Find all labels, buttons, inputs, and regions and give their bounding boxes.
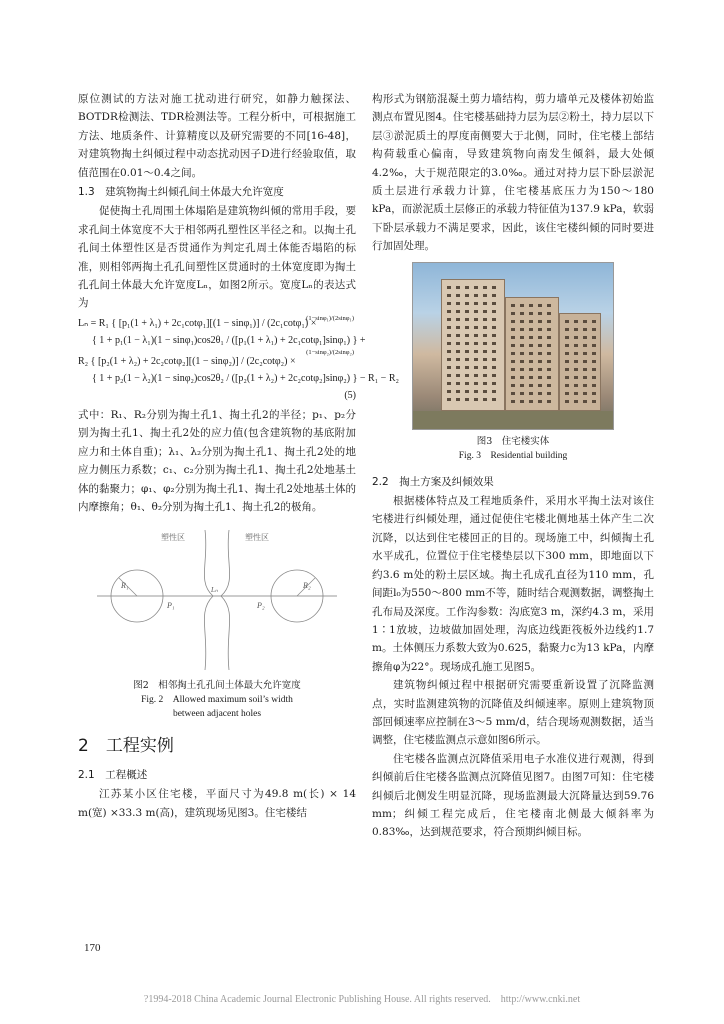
building-window — [511, 344, 515, 347]
building-window — [456, 326, 460, 329]
fig2-plastic-boundary-right — [221, 530, 230, 670]
building-window — [520, 320, 524, 323]
building-window — [547, 320, 551, 323]
building-window — [474, 398, 478, 401]
building-window — [538, 400, 542, 403]
building-window — [447, 366, 451, 369]
building-window — [565, 392, 569, 395]
figure-2-caption-en-1: Fig. 2 Allowed maximum soil’s width — [141, 695, 293, 706]
right-paragraph-1: 构形式为钢筋混凝土剪力墙结构，剪力墙单元及楼体初始监测点布置见图4。住宅楼基础持力层为层②粉土，持力层以下层③淤泥质土的厚度南侧要大于北侧，同时，住宅楼上部结构荷载重心偏南，导致建筑物向南发生倾斜，最大处倾4.2‰，大于规范限定的3.0‰。通过对持力层下卧层淤泥质土层进行承载力计算，住宅楼基底压力为150～180 kPa，而淤泥质土层修正的承载力特征值为137.9 kPa，软弱下卧层承载力不满足要求，因此，该住宅楼纠倾的同时要进行加固处理。 — [372, 93, 654, 253]
building-window — [547, 336, 551, 339]
building-window — [583, 400, 587, 403]
building-window — [538, 344, 542, 347]
building-window — [529, 344, 533, 347]
building-window — [529, 312, 533, 315]
building-window — [447, 294, 451, 297]
building-window — [492, 350, 496, 353]
section-heading-2: 2 工程实例 — [78, 736, 174, 757]
equation-line-2: { 1 + p₁(1 − λ₁)(1 − sinφ₁)cos2θ₁ / ([p₁(1 + λ₁) + 2c₁cotφ₁]sinφ₁) } + — [92, 334, 366, 346]
building-window — [547, 344, 551, 347]
building-window — [511, 368, 515, 371]
building-window — [483, 294, 487, 297]
building-window — [565, 384, 569, 387]
building-window — [520, 312, 524, 315]
building-window — [520, 392, 524, 395]
section-heading-2-2: 2.2 掏土方案及纠倾效果 — [372, 475, 494, 488]
building-window — [547, 392, 551, 395]
fig2-label-ln: Lₙ — [211, 586, 218, 595]
building-window — [511, 312, 515, 315]
building-window — [447, 334, 451, 337]
building-window — [520, 344, 524, 347]
building-window — [474, 342, 478, 345]
building-window — [511, 336, 515, 339]
building-window — [474, 334, 478, 337]
building-window — [583, 320, 587, 323]
left-paragraph-4: 江苏某小区住宅楼，平面尺寸为49.8 m(长) × 14 m(宽) ×33.3 m(高)，建筑现场见图3。住宅楼结 — [78, 788, 356, 819]
building-window — [520, 336, 524, 339]
building-window — [474, 358, 478, 361]
building-window — [447, 318, 451, 321]
building-window — [492, 390, 496, 393]
building-window — [592, 384, 596, 387]
building-window — [574, 336, 578, 339]
building-window — [574, 328, 578, 331]
building-window — [447, 342, 451, 345]
building-window — [520, 328, 524, 331]
building-window — [592, 320, 596, 323]
building-window — [520, 304, 524, 307]
building-window — [583, 328, 587, 331]
building-window — [492, 374, 496, 377]
building-window — [456, 366, 460, 369]
building-right-block — [559, 313, 601, 411]
equation-line-3: R₂ { [p₂(1 + λ₂) + 2c₂cotφ₂][(1 − sinφ₂)] / (2c₂cotφ₂) × — [78, 355, 296, 367]
building-window — [583, 352, 587, 355]
building-window — [474, 366, 478, 369]
left-paragraph-3: 式中：R₁、R₂分别为掏土孔1、掏土孔2的半径；p₁、p₂分别为掏土孔1、掏土孔2处的应力值(包含建筑物的基底附加应力和土体自重)；λ₁、λ₂分别为掏土孔1、掏土孔2处的地应力侧压力系数；c₁、c₂分别为掏土孔1、掏土孔2处地基土体的黏聚力；φ₁、φ₂分别为掏土孔1、掏土孔2处地基土体的内摩擦角；θ₁、θ₂分别为掏土孔1、掏土孔2的极角。 — [78, 408, 356, 513]
building-window — [583, 336, 587, 339]
building-window — [474, 326, 478, 329]
right-paragraph-4: 住宅楼各监测点沉降值采用电子水准仪进行观测，得到纠倾前后住宅楼各监测点沉降值见图7。由图7可知：住宅楼纠倾后北侧发生明显沉降，现场监测最大沉降量达到59.76 mm；纠倾工程完成后，住宅楼南北侧最大倾斜率为0.83‰，达到规范要求，符合预期纠倾目标。 — [372, 752, 654, 839]
left-paragraph-2: 促使掏土孔周围土体塌陷是建筑物纠倾的常用手段，要求孔间土体宽度不大于相邻两孔塑性区半径之和。以掏土孔孔间土体塑性区是否贯通作为判定孔周土体能否塌陷的标准，则相邻两掏土孔孔间塑性区贯通时的土体宽度即为掏土孔孔间土体最大允许宽度Lₙ，如图2所示。宽度Lₙ的表达式为 — [78, 205, 356, 310]
building-window — [492, 326, 496, 329]
figure-2-caption-cn: 图2 相邻掏土孔孔间土体最大允许宽度 — [133, 680, 301, 692]
building-window — [447, 358, 451, 361]
ground — [413, 411, 613, 429]
building-window — [456, 342, 460, 345]
building-window — [492, 286, 496, 289]
left-paragraph-1: 原位测试的方法对施工扰动进行研究，如静力触探法、BOTDR检测法、TDR检测法等。工程分析中，可根据施工方法、地质条件、计算精度以及研究需要的不同[16-48]，对建筑物掏土纠倾过程中动态扰动因子D进行经验取值，取值范围在0.01～0.4之间。 — [78, 93, 356, 179]
building-window — [465, 334, 469, 337]
building-window — [483, 398, 487, 401]
building-window — [592, 336, 596, 339]
building-window — [465, 382, 469, 385]
building-window — [547, 376, 551, 379]
building-window — [456, 318, 460, 321]
building-window — [474, 310, 478, 313]
building-window — [583, 360, 587, 363]
building-window — [529, 392, 533, 395]
building-window — [483, 310, 487, 313]
building-window — [592, 352, 596, 355]
building-window — [465, 318, 469, 321]
building-window — [547, 312, 551, 315]
building-window — [456, 398, 460, 401]
building-window — [520, 376, 524, 379]
building-window — [529, 304, 533, 307]
figure-3-caption-en: Fig. 3 Residential building — [458, 450, 568, 461]
building-window — [447, 286, 451, 289]
figure-2-caption-en-2: between adjacent holes — [172, 709, 262, 720]
building-window — [547, 352, 551, 355]
building-window — [547, 400, 551, 403]
building-window — [474, 382, 478, 385]
building-window — [447, 398, 451, 401]
building-window — [538, 360, 542, 363]
building-window — [511, 328, 515, 331]
building-window — [465, 366, 469, 369]
building-window — [538, 384, 542, 387]
right-paragraph-3: 建筑物纠倾过程中根据研究需要重新设置了沉降监测点，实时监测建筑物的沉降值及纠倾速率。原则上建筑物顶部回倾速率应控制在3～5 mm/d，结合现场观测数据，适当调整，住宅楼监测点示意如图6所示。 — [372, 679, 654, 747]
building-window — [592, 400, 596, 403]
building-window — [447, 350, 451, 353]
building-window — [511, 320, 515, 323]
equation-number: (5) — [344, 389, 356, 401]
building-window — [483, 390, 487, 393]
building-window — [592, 360, 596, 363]
building-window — [538, 328, 542, 331]
equation-line-4: { 1 + p₂(1 − λ₂)(1 − sinφ₂)cos2θ₂ / ([p₂(1 + λ₂) + 2c₂cotφ₂]sinφ₂) } − R₁ − R₂ — [92, 372, 399, 384]
building-window — [583, 376, 587, 379]
building-window — [447, 310, 451, 313]
building-window — [465, 358, 469, 361]
equation-exponent-2: (1−sinφ₂)/(2sinφ₂) — [306, 348, 354, 356]
building-window — [492, 334, 496, 337]
building-window — [492, 318, 496, 321]
fig2-plastic-boundary-left — [204, 530, 213, 670]
building-window — [465, 326, 469, 329]
building-window — [492, 358, 496, 361]
building-window — [583, 384, 587, 387]
building-window — [447, 390, 451, 393]
fig2-label-r2: R₂ — [303, 581, 311, 591]
building-window — [483, 382, 487, 385]
building-window — [574, 400, 578, 403]
building-window — [574, 376, 578, 379]
building-window — [565, 368, 569, 371]
page-number: 170 — [84, 942, 101, 954]
building-window — [474, 350, 478, 353]
building-window — [574, 384, 578, 387]
building-window — [583, 392, 587, 395]
section-heading-2-1: 2.1 工程概述 — [78, 768, 148, 781]
building-window — [474, 286, 478, 289]
building-window — [574, 392, 578, 395]
building-window — [565, 328, 569, 331]
building-window — [456, 310, 460, 313]
building-window — [456, 294, 460, 297]
building-window — [529, 384, 533, 387]
building-window — [538, 312, 542, 315]
building-window — [483, 342, 487, 345]
building-window — [456, 350, 460, 353]
building-window — [520, 384, 524, 387]
building-window — [574, 344, 578, 347]
section-heading-1-3: 1.3 建筑物掏土纠倾孔间土体最大允许宽度 — [78, 186, 284, 199]
equation-exponent-1: (1−sinφ₁)/(2sinφ₁) — [306, 314, 354, 322]
building-window — [474, 302, 478, 305]
building-window — [447, 382, 451, 385]
building-window — [492, 310, 496, 313]
building-window — [474, 318, 478, 321]
right-column — [372, 90, 654, 842]
building-window — [511, 360, 515, 363]
right-paragraph-2: 根据楼体特点及工程地质条件，采用水平掏土法对该住宅楼进行纠倾处理，通过促使住宅楼北侧地基土体产生二次沉降，以达到住宅楼回正的目的。现场施工中，纠倾掏土孔水平成孔，位置位于住宅楼垫层以下300 mm，即地面以下约3.6 m处的粉土层区域。掏土孔成孔直径为110 mm，孔间距l₀为550～800 mm不等，随时结合观测数据，调整掏土孔布局及深度。工作沟参数：沟底宽3 m，深约4.3 m，采用1∶1放坡，边坡做加固处理，沟底边线距筏板外边线约1.7 m。土体侧压力系数大致为0.625，黏聚力c为13 kPa，内摩擦角φ为22°。现场成孔施工见图5。 — [372, 495, 654, 673]
building-window — [592, 368, 596, 371]
building-window — [511, 352, 515, 355]
building-window — [547, 360, 551, 363]
building-window — [529, 352, 533, 355]
building-window — [456, 302, 460, 305]
building-window — [592, 376, 596, 379]
building-window — [511, 392, 515, 395]
fig2-label-p1: P₁ — [167, 601, 175, 611]
building-window — [583, 344, 587, 347]
building-window — [592, 344, 596, 347]
building-window — [565, 360, 569, 363]
building-window — [565, 320, 569, 323]
building-window — [547, 384, 551, 387]
building-window — [465, 390, 469, 393]
equation-5 — [78, 314, 399, 402]
building-window — [465, 302, 469, 305]
building-left-block — [441, 279, 505, 411]
building-window — [520, 352, 524, 355]
building-window — [474, 390, 478, 393]
building-window — [565, 376, 569, 379]
building-window — [465, 374, 469, 377]
fig2-label-r1: R₁ — [121, 581, 129, 591]
building-window — [565, 336, 569, 339]
building-window — [529, 328, 533, 331]
building-window — [565, 344, 569, 347]
fig2-label-p2: P₂ — [257, 601, 265, 611]
building-window — [511, 376, 515, 379]
building-window — [565, 352, 569, 355]
building-window — [483, 334, 487, 337]
figure-3-caption-cn: 图3 住宅楼实体 — [476, 435, 550, 447]
building-window — [492, 366, 496, 369]
building-window — [465, 342, 469, 345]
building-window — [538, 392, 542, 395]
building-window — [483, 350, 487, 353]
building-center-block — [505, 297, 559, 411]
building-window — [529, 336, 533, 339]
equation-line-1: Lₙ = R₁ { [p₁(1 + λ₁) + 2c₁cotφ₁][(1 − sinφ₁)] / (2c₁cotφ₁) × — [78, 317, 317, 329]
figure-3-photo — [412, 262, 614, 430]
building-window — [583, 368, 587, 371]
building-window — [538, 368, 542, 371]
building-window — [447, 302, 451, 305]
building-window — [520, 400, 524, 403]
building-window — [538, 376, 542, 379]
building-window — [520, 368, 524, 371]
left-column — [78, 90, 399, 822]
building-window — [538, 320, 542, 323]
building-window — [547, 304, 551, 307]
building-window — [492, 342, 496, 345]
building-window — [492, 302, 496, 305]
building-window — [592, 392, 596, 395]
building-window — [529, 376, 533, 379]
building-window — [456, 286, 460, 289]
building-window — [465, 310, 469, 313]
building-window — [447, 374, 451, 377]
building-window — [574, 368, 578, 371]
building-window — [492, 398, 496, 401]
building-window — [465, 294, 469, 297]
figure-2 — [97, 522, 337, 672]
building-window — [574, 360, 578, 363]
building-window — [565, 400, 569, 403]
building-window — [574, 320, 578, 323]
building-window — [447, 326, 451, 329]
footer-copyright: ?1994-2018 China Academic Journal Electronic Publishing House. All rights reserved. http://www.cnki.net — [143, 994, 581, 1005]
building-window — [483, 374, 487, 377]
building-window — [511, 384, 515, 387]
building-window — [465, 286, 469, 289]
building-window — [529, 360, 533, 363]
building-window — [511, 400, 515, 403]
fig2-label-plastic-right: 塑性区 — [245, 533, 269, 543]
building-window — [474, 374, 478, 377]
building-window — [483, 358, 487, 361]
building-window — [465, 398, 469, 401]
building-window — [483, 326, 487, 329]
fig2-label-plastic-left: 塑性区 — [161, 533, 185, 543]
building-window — [538, 352, 542, 355]
building-window — [547, 328, 551, 331]
building-window — [547, 368, 551, 371]
building-window — [520, 360, 524, 363]
building-window — [592, 328, 596, 331]
building-window — [483, 286, 487, 289]
building-window — [529, 368, 533, 371]
building-window — [456, 358, 460, 361]
building-window — [456, 390, 460, 393]
building-window — [483, 302, 487, 305]
building-window — [529, 320, 533, 323]
building-window — [574, 352, 578, 355]
building-window — [538, 304, 542, 307]
building-window — [456, 374, 460, 377]
building-window — [529, 400, 533, 403]
building-window — [456, 334, 460, 337]
building-window — [492, 382, 496, 385]
building-window — [474, 294, 478, 297]
figure-2-diagram — [97, 522, 337, 672]
building-window — [465, 350, 469, 353]
building-window — [483, 318, 487, 321]
building-window — [492, 294, 496, 297]
building-window — [456, 382, 460, 385]
building-window — [538, 336, 542, 339]
building-window — [483, 366, 487, 369]
building-window — [511, 304, 515, 307]
